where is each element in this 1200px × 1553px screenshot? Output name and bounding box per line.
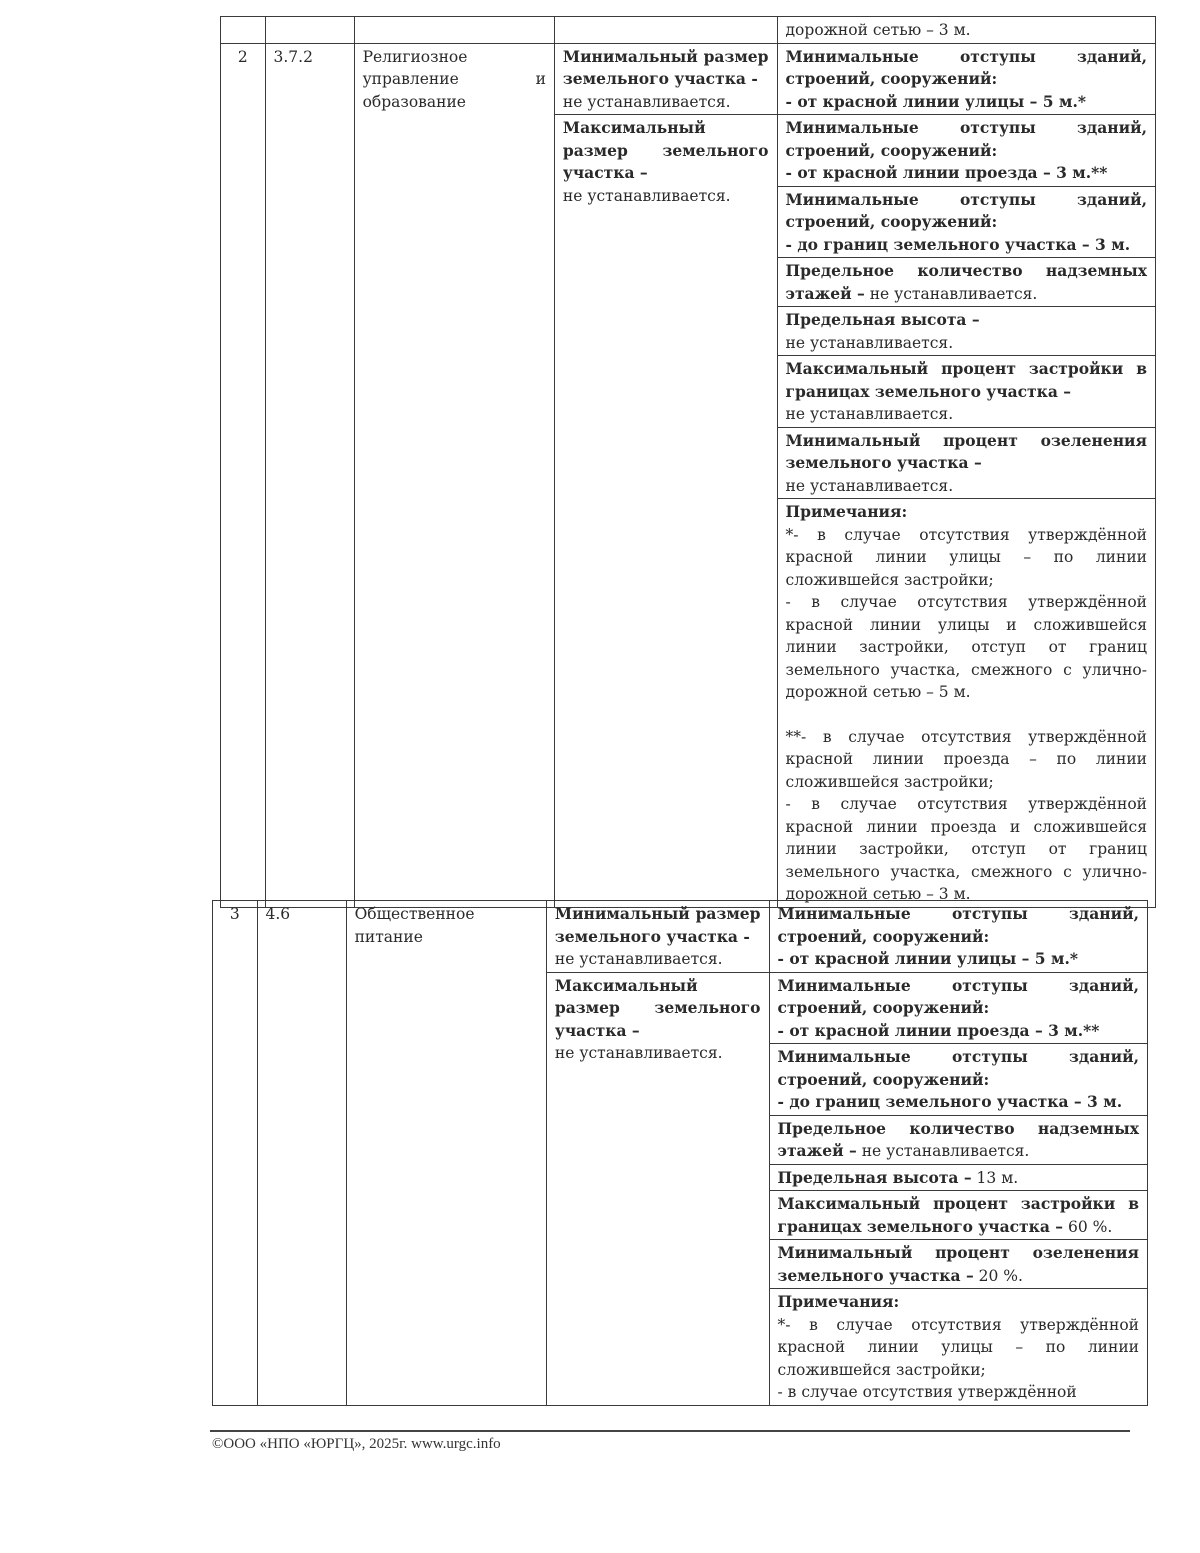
note-text: - в случае отсутствия утверждённой красной линии проезда и сложившейся линии застройки, отступ от границ земельного участка, смежного с улично-дорожной сетью – 3 м. <box>785 795 1147 903</box>
param-label: Предельное количество надземных этажей – <box>785 261 1147 303</box>
param-cell <box>769 972 1147 1044</box>
regulations-table <box>220 16 1156 908</box>
param-cell <box>777 427 1155 499</box>
param-cell <box>777 356 1155 428</box>
param-cell <box>769 901 1147 973</box>
param-cell <box>769 1115 1147 1164</box>
param-value: не устанавливается. <box>785 333 954 352</box>
param-cell <box>777 186 1155 258</box>
param-label: Минимальный процент озеленения земельного участка – <box>777 1243 1139 1285</box>
param-cell <box>769 1164 1147 1191</box>
use-name: Религиозное управление и образование <box>354 43 554 907</box>
notes-title: Примечания: <box>785 502 908 521</box>
min-area-value: не устанавливается. <box>562 92 731 111</box>
param-value: не устанавливается. <box>785 476 954 495</box>
footer-divider <box>210 1430 1130 1432</box>
param-label: Предельное количество надземных этажей – <box>777 1118 1139 1160</box>
use-name: Общественное питание <box>346 901 546 1406</box>
min-area-value: не устанавливается. <box>554 950 723 968</box>
min-area-cell <box>546 901 769 973</box>
min-area-cell <box>554 43 777 115</box>
note-text: - в случае отсутствия утверждённой красной линии улицы и сложившейся линии застройки, отступ от границ земельного участка, смежного с улично-дорожной сетью – 5 м. <box>785 593 1147 701</box>
use-code: 4.6 <box>257 901 346 1406</box>
param-cell <box>769 1044 1147 1116</box>
param-value: - от красной линии проезда – 3 м.** <box>777 1020 1100 1040</box>
param-label: Максимальный процент застройки в границах земельного участка – <box>785 359 1147 401</box>
param-cell <box>769 1240 1147 1289</box>
param-label: Предельная высота – <box>777 1167 972 1187</box>
min-area-label: Минимальный размер земельного участка - <box>554 904 761 946</box>
max-area-value: не устанавливается. <box>554 1044 723 1062</box>
param-label: Минимальные отступы зданий, строений, сооружений: <box>777 1047 1139 1089</box>
param-value: 20 %. <box>978 1266 1023 1285</box>
note-text: *- в случае отсутствия утверждённой красной линии улицы – по линии сложившейся застройки; <box>785 525 1147 589</box>
table-row <box>213 901 1148 973</box>
param-value: не устанавливается. <box>861 1142 1030 1160</box>
param-cell <box>777 43 1155 115</box>
param-cell <box>777 115 1155 187</box>
table-row <box>221 17 1156 44</box>
max-area-cell <box>546 972 769 1405</box>
param-label: Минимальные отступы зданий, строений, сооружений: <box>777 904 1139 946</box>
param-label: Минимальные отступы зданий, строений, сооружений: <box>785 118 1147 160</box>
param-value: - от красной линии улицы – 5 м.* <box>777 949 1078 968</box>
param-value: 60 %. <box>1068 1217 1113 1236</box>
note-text: **- в случае отсутствия утверждённой красной линии проезда – по линии сложившейся застройки; <box>785 727 1147 791</box>
param-value: - от красной линии улицы – 5 м.* <box>785 91 1086 111</box>
param-cell <box>769 1191 1147 1240</box>
param-value: - от красной линии проезда – 3 м.** <box>785 163 1108 182</box>
continuation-cell: дорожной сетью – 3 м. <box>777 17 1155 44</box>
max-area-label: Максимальный размер земельного участка – <box>562 118 769 182</box>
notes-title: Примечания: <box>777 1292 900 1311</box>
param-value: - до границ земельного участка – 3 м. <box>777 1092 1123 1111</box>
regulations-table-continued <box>212 900 1148 1406</box>
param-label: Минимальные отступы зданий, строений, сооружений: <box>777 975 1139 1017</box>
use-code: 3.7.2 <box>265 43 354 907</box>
notes-cell <box>777 499 1155 908</box>
note-text: - в случае отсутствия утверждённой <box>777 1383 1077 1401</box>
param-cell <box>777 307 1155 356</box>
max-area-value: не устанавливается. <box>562 186 731 205</box>
row-number: 2 <box>221 43 266 907</box>
max-area-cell <box>554 115 777 908</box>
row-number: 3 <box>213 901 258 1406</box>
page-footer: ©ООО «НПО «ЮРГЦ», 2025г. www.urgc.info <box>212 1436 501 1452</box>
param-label: Минимальные отступы зданий, строений, сооружений: <box>785 46 1147 88</box>
note-spacer <box>786 704 1147 726</box>
param-value: не устанавливается. <box>869 284 1038 303</box>
param-label: Минимальные отступы зданий, строений, сооружений: <box>785 189 1147 231</box>
param-label: Предельная высота – <box>785 310 980 329</box>
param-value: не устанавливается. <box>785 405 954 423</box>
param-cell <box>777 258 1155 307</box>
note-text: *- в случае отсутствия утверждённой красной линии улицы – по линии сложившейся застройки; <box>777 1315 1139 1379</box>
param-value: 13 м. <box>976 1168 1019 1187</box>
param-label: Максимальный процент застройки в границах земельного участка – <box>777 1194 1139 1236</box>
notes-cell <box>769 1289 1147 1406</box>
table-row <box>221 43 1156 115</box>
param-label: Минимальный процент озеленения земельного участка – <box>785 430 1147 472</box>
min-area-label: Минимальный размер земельного участка - <box>562 46 769 88</box>
param-value: - до границ земельного участка – 3 м. <box>785 234 1131 254</box>
max-area-label: Максимальный размер земельного участка – <box>554 975 761 1040</box>
